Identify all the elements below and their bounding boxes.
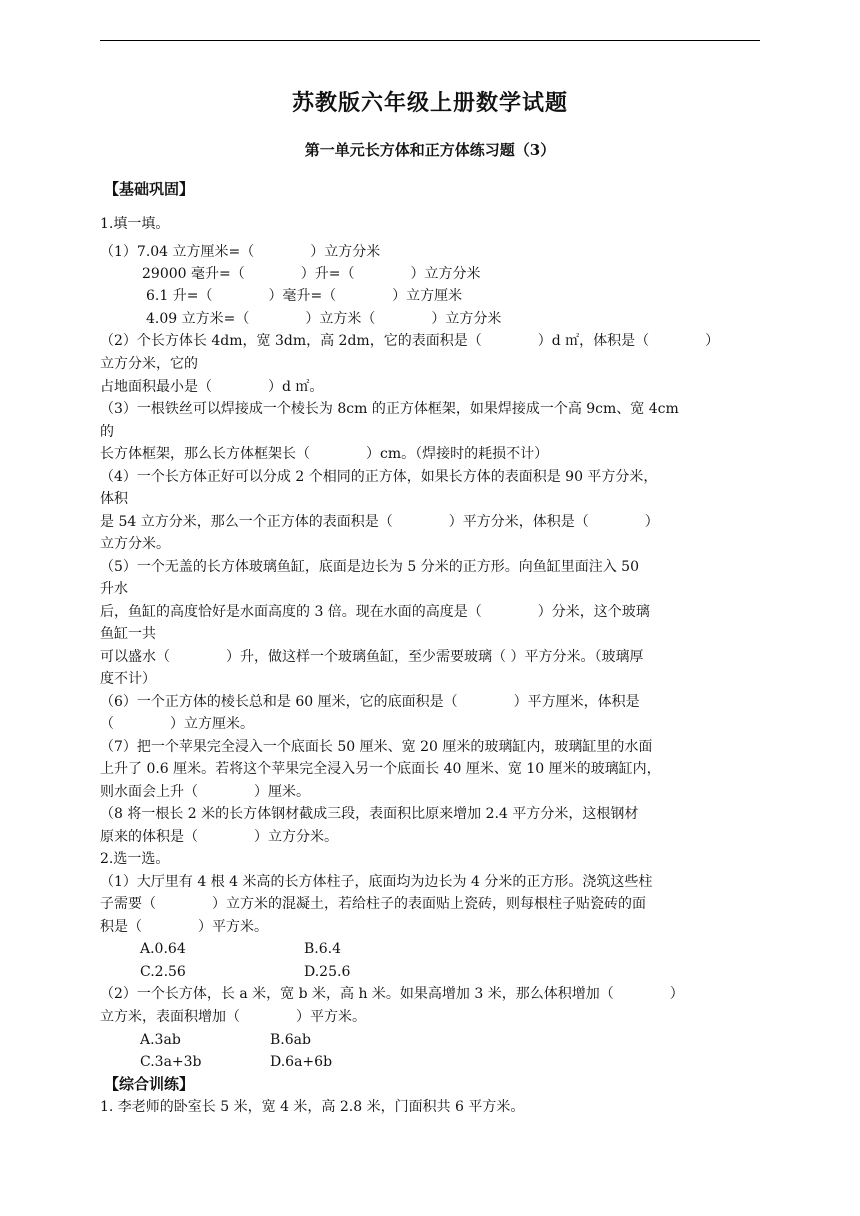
- choice-c: C.3a+3b: [140, 1054, 202, 1070]
- question-line: 是 54 立方分米，那么一个正方体的表面积是（ ）平方分米，体积是（ ）: [100, 514, 659, 530]
- question-heading: 2.选一选。: [100, 851, 170, 867]
- question-line: （6）一个正方体的棱长总和是 60 厘米，它的底面积是（ ）平方厘米，体积是: [100, 694, 640, 710]
- question-line: 1. 李老师的卧室长 5 米，宽 4 米，高 2.8 米，门面积共 6 平方米。: [100, 1099, 525, 1115]
- question-line: 立方分米。: [100, 536, 170, 552]
- page-title: 苏教版六年级上册数学试题: [291, 90, 568, 116]
- question-line: 4.09 立方米=（ ）立方米（ ）立方分米: [146, 311, 502, 327]
- choice-a: A.3ab: [140, 1032, 181, 1048]
- question-line: （1）7.04 立方厘米=（ ）立方分米: [100, 244, 381, 260]
- question-line: 子需要（ ）立方米的混凝土，若给柱子的表面贴上瓷砖，则每根柱子贴瓷砖的面: [100, 896, 646, 912]
- question-line: 的: [100, 424, 114, 440]
- question-line: 度不计）: [100, 671, 156, 687]
- question-line: 立方米，表面积增加（ ）平方米。: [100, 1009, 366, 1025]
- question-line: （4）一个长方体正好可以分成 2 个相同的正方体，如果长方体的表面积是 90 平方分米，: [100, 469, 658, 485]
- choice-d: D.25.6: [304, 964, 351, 980]
- header-rule: [100, 40, 760, 41]
- question-line: 则水面会上升（ ）厘米。: [100, 784, 310, 800]
- section-heading: 【基础巩固】: [104, 180, 195, 198]
- question-line: （5）一个无盖的长方体玻璃鱼缸，底面是边长为 5 分米的正方形。向鱼缸里面注入 50: [100, 559, 639, 575]
- choice-b: B.6ab: [270, 1032, 311, 1048]
- question-line: 原来的体积是（ ）立方分米。: [100, 829, 338, 845]
- question-line: （2）一个长方体，长 a 米，宽 b 米，高 h 米。如果高增加 3 米，那么体积增加（ ）: [100, 986, 684, 1002]
- question-heading: 1.填一填。: [100, 216, 170, 232]
- section-heading: 【综合训练】: [104, 1075, 195, 1093]
- question-line: （1）大厅里有 4 根 4 米高的长方体柱子，底面均为边长为 4 分米的正方形。浇筑这些柱: [100, 874, 653, 890]
- question-line: （8 将一根长 2 米的长方体钢材截成三段，表面积比原来增加 2.4 平方分米，这根钢材: [100, 806, 639, 822]
- choice-d: D.6a+6b: [270, 1054, 333, 1070]
- question-line: 积是（ ）平方米。: [100, 919, 268, 935]
- question-line: 上升了 0.6 厘米。若将这个苹果完全浸入另一个底面长 40 厘米、宽 10 厘米的玻璃缸内，: [100, 761, 661, 777]
- choice-b: B.6.4: [304, 941, 342, 957]
- question-line: 29000 毫升=（ ）升=（ ）立方分米: [142, 266, 481, 282]
- choice-a: A.0.64: [140, 941, 186, 957]
- question-line: 后，鱼缸的高度恰好是水面高度的 3 倍。现在水面的高度是（ ）分米，这个玻璃: [100, 604, 650, 620]
- question-line: （2）个长方体长 4dm，宽 3dm，高 2dm，它的表面积是（ ）d ㎡，体积是（ ）: [100, 333, 720, 349]
- question-line: 占地面积最小是（ ）d ㎡。: [100, 379, 324, 395]
- question-line: 立方分米，它的: [100, 356, 198, 372]
- question-line: （3）一根铁丝可以焊接成一个棱长为 8cm 的正方体框架，如果焊接成一个高 9cm、宽 4cm: [100, 401, 679, 417]
- page-subtitle: 第一单元长方体和正方体练习题（3）: [304, 141, 556, 159]
- question-line: 可以盛水（ ）升，做这样一个玻璃鱼缸，至少需要玻璃（ ）平方分米。（玻璃厚: [100, 649, 644, 665]
- choice-c: C.2.56: [140, 964, 186, 980]
- question-line: （7）把一个苹果完全浸入一个底面长 50 厘米、宽 20 厘米的玻璃缸内，玻璃缸里的水面: [100, 739, 653, 755]
- question-line: 长方体框架，那么长方体框架长（ ）cm。（焊接时的耗损不计）: [100, 446, 549, 462]
- question-line: 6.1 升=（ ）毫升=（ ）立方厘米: [146, 288, 463, 304]
- question-line: 鱼缸一共: [100, 626, 156, 642]
- question-line: （ ）立方厘米。: [100, 716, 254, 732]
- question-line: 升水: [100, 581, 128, 597]
- question-line: 体积: [100, 491, 128, 507]
